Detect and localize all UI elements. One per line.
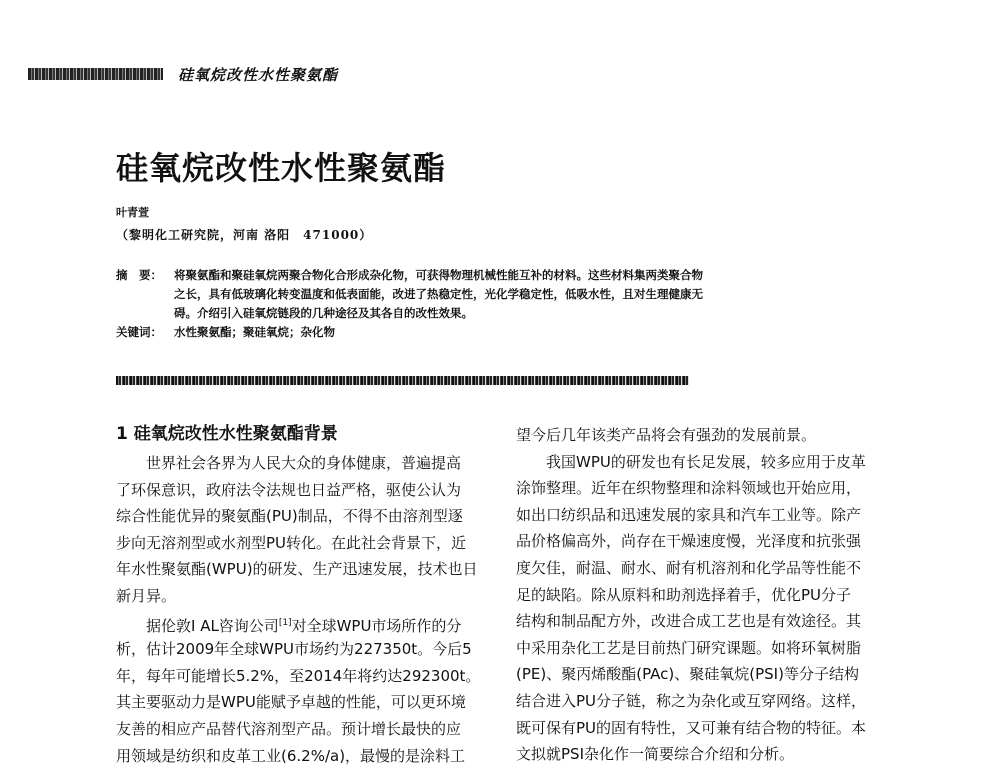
citation-ref[interactable]: [1] — [278, 617, 292, 628]
body-line: 如出口纺织品和迅速发展的家具和汽车工业等。除产 — [516, 505, 862, 524]
abstract-block — [116, 266, 816, 342]
abstract-line — [116, 266, 816, 285]
body-line: 步向无溶剂型或水剂型PU转化。在此社会背景下，近 — [116, 533, 467, 552]
body-line: 其主要驱动力是WPU能赋予卓越的性能，可以更环境 — [116, 693, 466, 712]
body-line: 年，每年可能增长5.2%，至2014年将约达292300t。 — [116, 666, 481, 685]
body-line: 新月异。 — [116, 586, 177, 605]
body-line: 我国WPU的研发也有长足发展，较多应用于皮革 — [516, 452, 866, 471]
body-line — [116, 610, 492, 637]
body-line: 度欠佳，耐温、耐水、耐有机溶剂和化学品等性能不 — [516, 558, 862, 577]
body-line: 足的缺陷。除从原料和助剂选择着手，优化PU分子 — [516, 585, 852, 604]
article-title: 硅氧烷改性水性聚氨酯 — [116, 149, 447, 187]
body-text: 据伦敦I AL咨询公司 — [116, 616, 279, 635]
abstract-line: 碍。介绍引入硅氧烷链段的几种途径及其各自的改性效果。 — [174, 306, 473, 320]
body-line: 友善的相应产品替代溶剂型产品。预计增长最快的应 — [116, 719, 462, 738]
body-line: (PE)、聚丙烯酸酯(PAc)、聚硅氧烷(PSI)等分子结构 — [516, 665, 859, 684]
author-affiliation: （黎明化工研究院，河南 洛阳 471000） — [116, 228, 373, 242]
body-line: 结构和制品配方外，改进合成工艺也是有效途径。其 — [516, 612, 862, 631]
body-line: 涂饰整理。近年在织物整理和涂料领域也开始应用， — [516, 479, 862, 498]
body-line: 年水性聚氨酯(WPU)的研发、生产迅速发展，技术也日 — [116, 560, 478, 579]
left-column — [116, 422, 492, 769]
body-line: 了环保意识，政府法令法规也日益严格，驱使公认为 — [116, 480, 462, 499]
section-divider — [116, 376, 689, 385]
section-heading: 1 硅氧烷改性水性聚氨酯背景 — [116, 424, 338, 444]
body-line: 世界社会各界为人民大众的身体健康，普遍提高 — [116, 454, 462, 472]
body-line: 既可保有PU的固有特性，又可兼有结合物的特征。本 — [516, 718, 867, 737]
running-header-title: 硅氧烷改性水性聚氨酯 — [178, 66, 339, 84]
right-column — [516, 422, 892, 768]
body-line: 结合进入PU分子链，称之为杂化或互穿网络。这样， — [516, 691, 867, 710]
body-line: 用领域是纺织和皮革工业(6.2%/a)，最慢的是涂料工 — [116, 746, 466, 765]
abstract-line: 之长，具有低玻璃化转变温度和低表面能，改进了热稳定性，光化学稳定性，低吸水性，且对生理健康无 — [174, 287, 703, 301]
body-line: 品价格偏高外，尚存在干燥速度慢，光泽度和抗张强 — [516, 532, 862, 551]
keywords-line — [116, 323, 816, 342]
body-line: 中采用杂化工艺是目前热门研究课题。如将环氧树脂 — [516, 638, 862, 657]
header-decorative-band — [28, 68, 163, 80]
body-line: 析，估计2009年全球WPU市场约为227350t。今后5 — [116, 640, 472, 659]
body-line: 文拟就PSI杂化作一简要综合介绍和分析。 — [516, 745, 794, 764]
body-line: 综合性能优异的聚氨酯(PU)制品，不得不由溶剂型逐 — [116, 507, 463, 526]
author-name: 叶青萱 — [116, 206, 149, 219]
keywords-label: 关键词： — [116, 325, 162, 339]
keywords-text: 水性聚氨酯；聚硅氧烷；杂化物 — [174, 325, 335, 339]
body-line: 望今后几年该类产品将会有强劲的发展前景。 — [516, 426, 817, 444]
body-text: 对全球WPU市场所作的分 — [291, 616, 462, 635]
abstract-text: 将聚氨酯和聚硅氧烷两聚合物化合形成杂化物，可获得物理机械性能互补的材料。这些材料集两类聚合物 — [174, 268, 703, 282]
abstract-label: 摘 要： — [116, 268, 162, 282]
